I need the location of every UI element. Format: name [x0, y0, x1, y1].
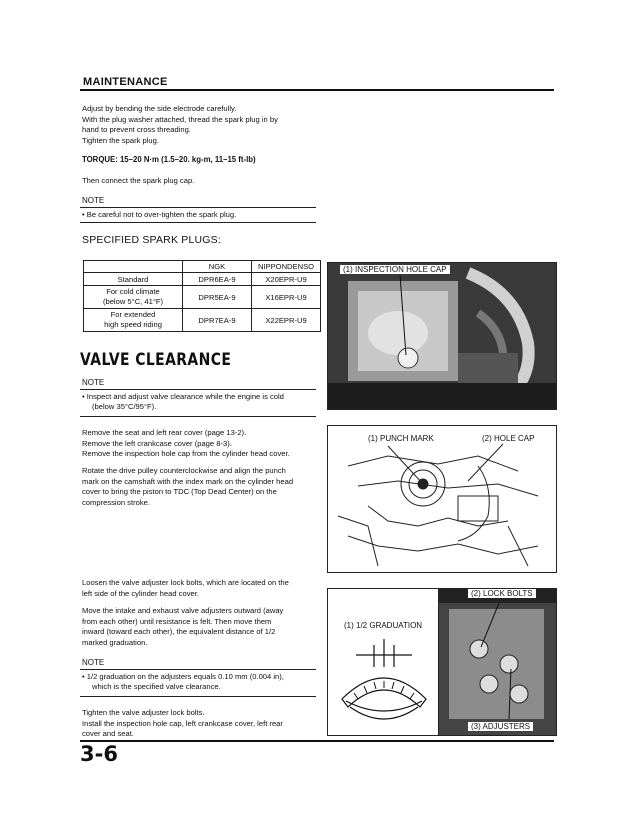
- punch-mark-drawing: [328, 426, 556, 572]
- engine-photo: [328, 263, 556, 409]
- table-cell: X16EPR-U9: [252, 286, 321, 309]
- header-rule: [80, 89, 554, 91]
- note-title: NOTE: [82, 378, 105, 387]
- text-line: Remove the left crankcase cover (page 8-3).: [82, 438, 232, 448]
- text-line: cover to bring the piston to TDC (Top Dead Center) on the: [82, 487, 277, 497]
- note-rule: [80, 389, 316, 390]
- table-cell: DPR7EA-9: [183, 309, 252, 332]
- torque-spec: TORQUE: 15–20 N·m (1.5–20. kg-m, 11–15 ft-lb): [82, 155, 256, 164]
- note-bullet: • Be careful not to over-tighten the spark plug.: [82, 210, 237, 219]
- note-bullet: [82, 392, 322, 413]
- text-line: marked graduation.: [82, 637, 148, 647]
- note-line: which is the specified valve clearance.: [92, 682, 221, 692]
- figure-label: (1) PUNCH MARK: [368, 434, 434, 443]
- text-line: Remove the seat and left rear cover (page 13-2).: [82, 428, 247, 437]
- table-row: [84, 286, 321, 309]
- text-line: left side of the cylinder head cover.: [82, 588, 199, 598]
- figure-label: (2) HOLE CAP: [482, 434, 535, 443]
- remove-paragraph: [82, 428, 322, 460]
- connect-text: Then connect the spark plug cap.: [82, 176, 195, 185]
- cell-line: high speed riding: [104, 320, 162, 329]
- text-line: Remove the inspection hole cap from the cylinder head cover.: [82, 449, 290, 459]
- note-line: (below 35°C/95°F).: [92, 402, 157, 412]
- tighten-paragraph: [82, 708, 322, 740]
- figure-label: (1) INSPECTION HOLE CAP: [340, 265, 450, 274]
- figure-label: (1) 1/2 GRADUATION: [344, 621, 423, 630]
- intro-line: Tighten the spark plug.: [82, 135, 159, 145]
- adjusters-figure: [327, 588, 557, 736]
- intro-line: With the plug washer attached, thread the spark plug in by: [82, 114, 278, 124]
- cell-line: (below 5°C, 41°F): [102, 297, 164, 306]
- note-rule: [80, 207, 316, 208]
- text-line: compression stroke.: [82, 497, 150, 507]
- text-line: from each other) until resistance is felt. Then move them: [82, 616, 272, 626]
- table-row: [84, 273, 321, 286]
- spec-title: SPECIFIED SPARK PLUGS:: [82, 234, 221, 246]
- note-title: NOTE: [82, 196, 105, 205]
- graduation-diagram: [336, 637, 431, 727]
- text-line: Loosen the valve adjuster lock bolts, which are located on the: [82, 578, 289, 587]
- note-title: NOTE: [82, 658, 105, 667]
- table-header-cell: NGK: [183, 261, 252, 273]
- note-rule: [80, 416, 316, 417]
- intro-line: Adjust by bending the side electrode carefully.: [82, 104, 237, 113]
- engine-photo-figure: [327, 262, 557, 410]
- note-rule: [80, 669, 316, 670]
- text-line: cover and seat.: [82, 729, 134, 739]
- table-cell: [84, 286, 183, 309]
- text-line: mark on the camshaft with the index mark on the cylinder head: [82, 476, 294, 486]
- table-header-cell: NIPPONDENSO: [252, 261, 321, 273]
- graduation-panel: [328, 589, 439, 735]
- table-cell: DPR5EA-9: [183, 286, 252, 309]
- table-row: [84, 309, 321, 332]
- table-cell: DPR6EA-9: [183, 273, 252, 286]
- cell-line: For extended: [110, 310, 156, 319]
- text-line: inward (toward each other), the equivalent distance of 1/2: [82, 627, 276, 637]
- text-line: Install the inspection hole cap, left crankcase cover, left rear: [82, 718, 283, 728]
- table-cell: X20EPR-U9: [252, 273, 321, 286]
- table-cell: Standard: [84, 273, 183, 286]
- spark-plug-table: [83, 260, 321, 332]
- note-bullet: [82, 672, 322, 693]
- text-line: Rotate the drive pulley counterclockwise and align the punch: [82, 466, 286, 475]
- table-cell: X22EPR-U9: [252, 309, 321, 332]
- intro-paragraph: [82, 104, 322, 146]
- page-number: 3-6: [80, 742, 118, 766]
- rotate-paragraph: [82, 466, 322, 508]
- valve-clearance-title: VALVE CLEARANCE: [80, 350, 232, 370]
- note-rule: [80, 222, 316, 223]
- figure-label: (3) ADJUSTERS: [468, 722, 533, 731]
- note-line: • Inspect and adjust valve clearance while the engine is cold: [82, 392, 284, 401]
- text-line: Tighten the valve adjuster lock bolts.: [82, 708, 205, 717]
- cell-line: For cold climate: [106, 287, 160, 296]
- adjusters-photo: [439, 589, 556, 735]
- move-paragraph: [82, 606, 322, 648]
- table-header-row: [84, 261, 321, 273]
- note-line: • 1/2 graduation on the adjusters equals 0.10 mm (0.004 in),: [82, 672, 284, 681]
- intro-line: hand to prevent cross threading.: [82, 125, 191, 135]
- loosen-paragraph: [82, 578, 322, 599]
- section-header: MAINTENANCE: [83, 76, 168, 88]
- punch-mark-figure: [327, 425, 557, 573]
- table-cell: [84, 309, 183, 332]
- text-line: Move the intake and exhaust valve adjusters outward (away: [82, 606, 284, 615]
- footer-rule: [80, 740, 554, 742]
- table-header-cell: [84, 261, 183, 273]
- figure-label: (2) LOCK BOLTS: [468, 589, 536, 598]
- note-rule: [80, 696, 316, 697]
